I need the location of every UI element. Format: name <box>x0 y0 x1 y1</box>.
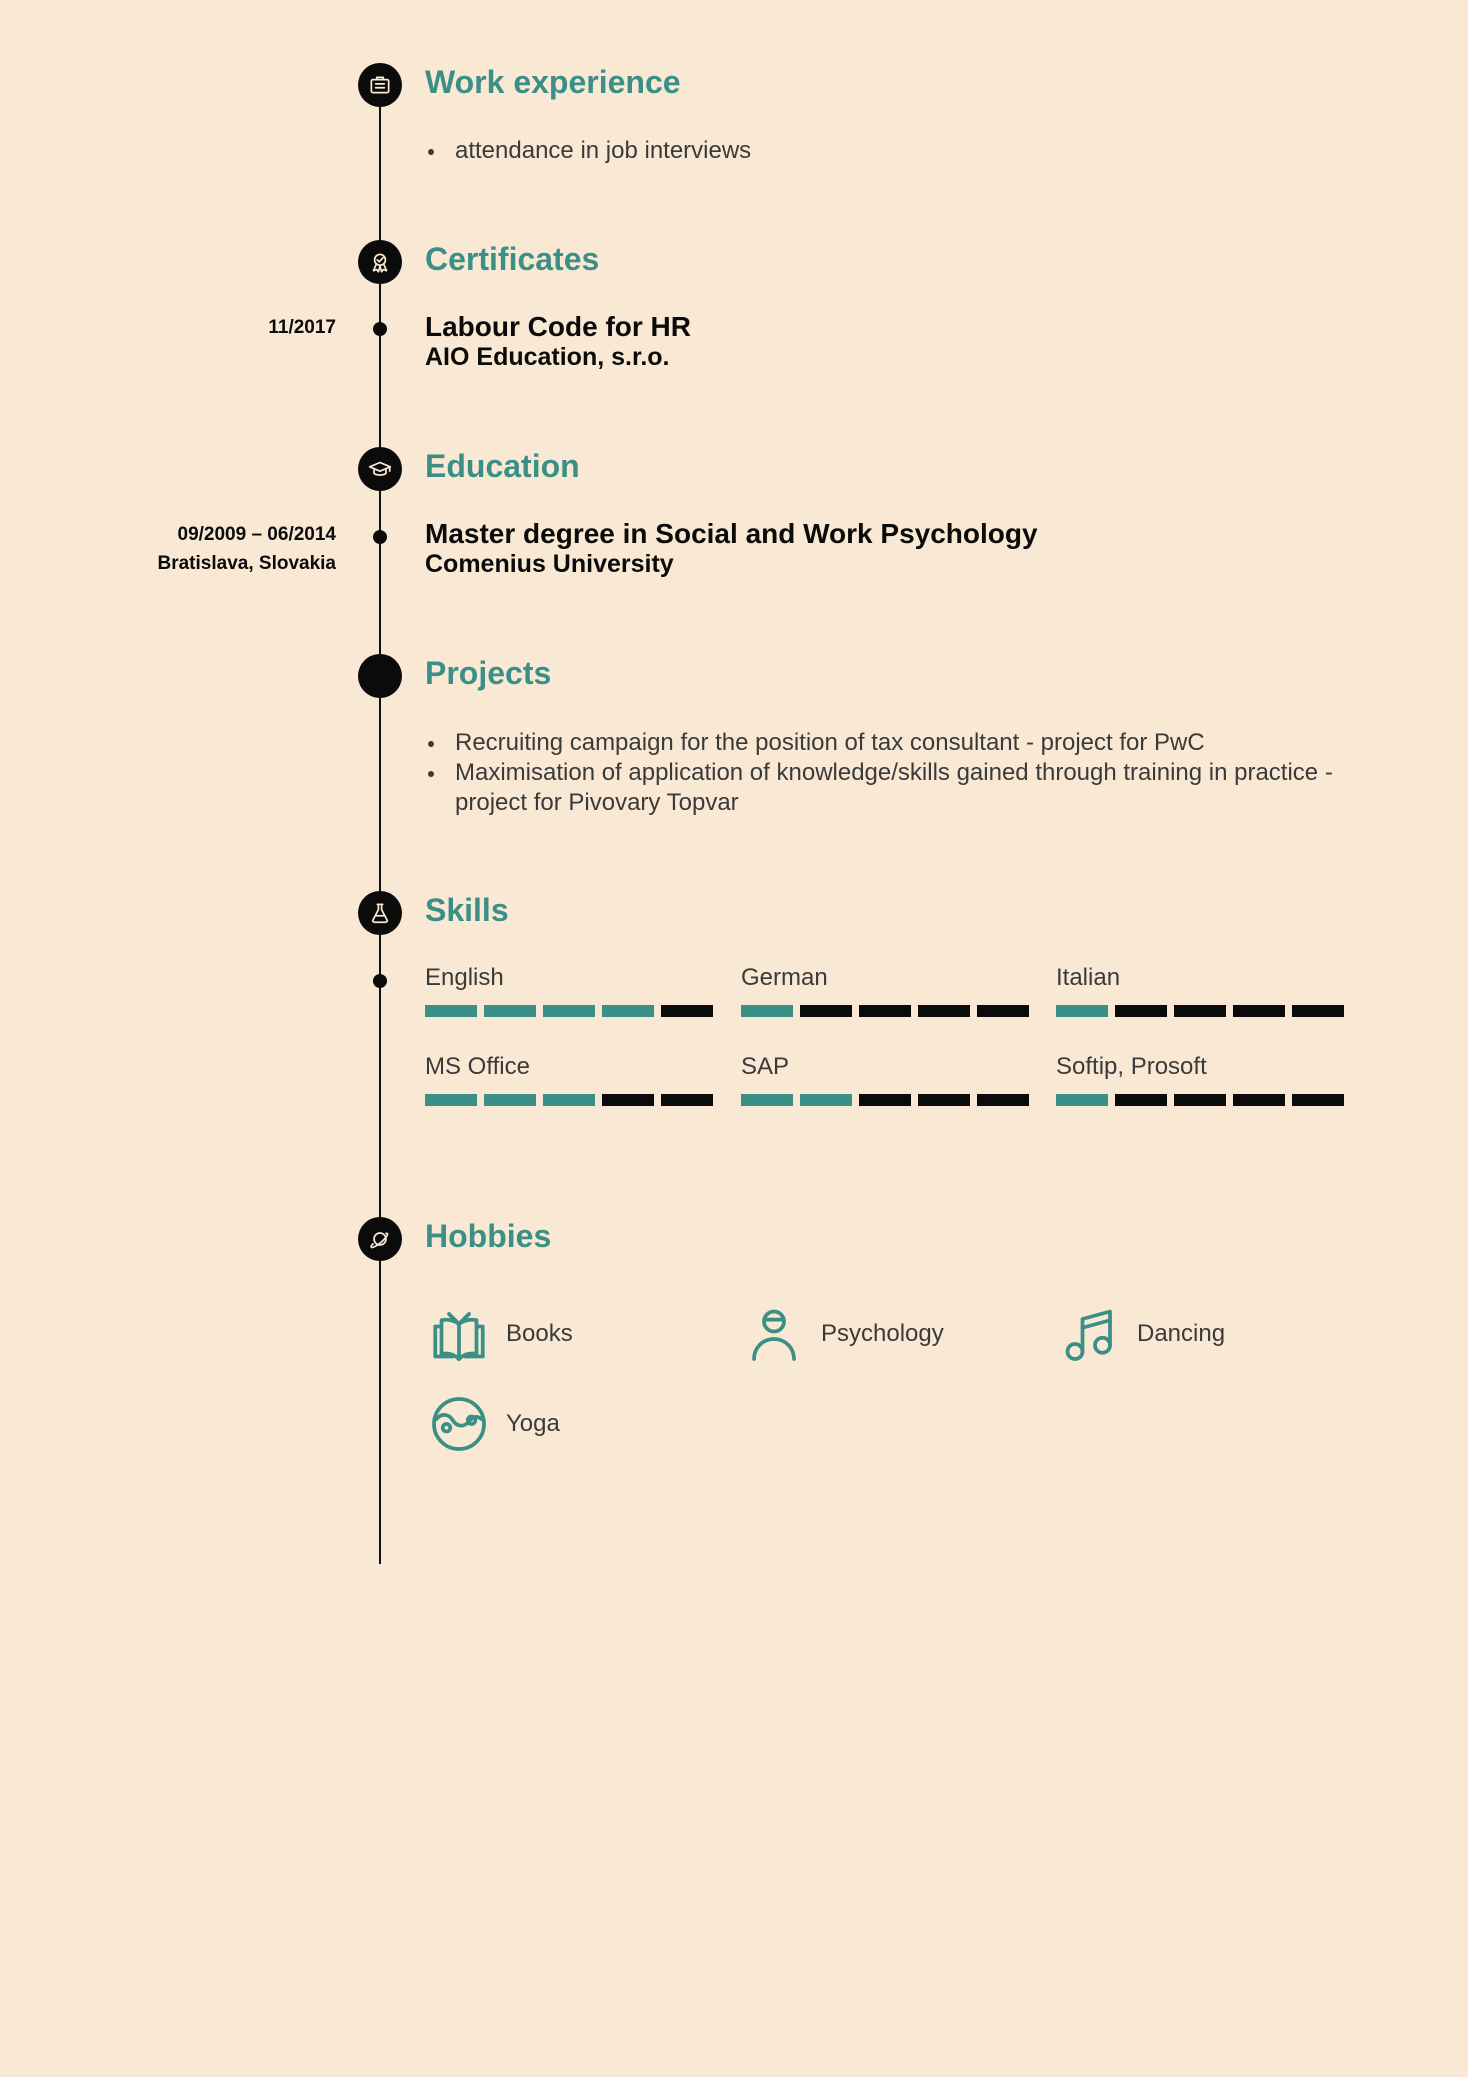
skill-segment-filled <box>741 1005 793 1017</box>
section-title: Hobbies <box>425 1218 552 1254</box>
skill-item <box>425 1052 715 1106</box>
certificate-date: 11/2017 <box>268 317 336 338</box>
projects-list <box>425 728 1345 818</box>
skill-name: SAP <box>741 1053 790 1080</box>
timeline-dot <box>373 322 387 336</box>
section-title: Work experience <box>425 64 681 100</box>
certificate-title: Labour Code for HR <box>425 311 691 342</box>
section-title: Education <box>425 448 580 484</box>
briefcase-icon <box>358 63 402 107</box>
skill-segment-empty <box>1115 1005 1167 1017</box>
skill-level-bar <box>425 1005 715 1017</box>
section-title: Projects <box>425 655 552 691</box>
skill-name: German <box>741 964 828 991</box>
hobby-label: Yoga <box>506 1410 560 1437</box>
education-location: Bratislava, Slovakia <box>157 553 336 574</box>
work-list <box>425 136 751 166</box>
skill-item <box>425 963 715 1017</box>
hobby-label: Dancing <box>1137 1320 1226 1347</box>
education-date: 09/2009 – 06/2014 <box>177 524 336 545</box>
skill-segment-filled <box>543 1005 595 1017</box>
skill-segment-empty <box>918 1094 970 1106</box>
skill-segment-filled <box>484 1094 536 1106</box>
skill-segment-empty <box>918 1005 970 1017</box>
skill-item <box>741 963 1031 1017</box>
skill-segment-empty <box>661 1005 713 1017</box>
music-note-icon <box>1059 1303 1121 1365</box>
skill-segment-empty <box>1115 1094 1167 1106</box>
skill-segment-empty <box>1233 1094 1285 1106</box>
skill-segment-filled <box>543 1094 595 1106</box>
list-item: Recruiting campaign for the position of tax consultant - project for PwC <box>425 728 1345 758</box>
skill-level-bar <box>741 1005 1031 1017</box>
certificate-issuer: AIO Education, s.r.o. <box>425 343 670 371</box>
skill-segment-filled <box>741 1094 793 1106</box>
skill-segment-filled <box>800 1094 852 1106</box>
skill-level-bar <box>1056 1094 1346 1106</box>
projects-icon <box>358 654 402 698</box>
section-title: Skills <box>425 892 509 928</box>
education-school: Comenius University <box>425 550 674 578</box>
section-title: Certificates <box>425 241 600 277</box>
skill-segment-filled <box>1056 1094 1108 1106</box>
graduation-cap-icon <box>358 447 402 491</box>
hobby-item <box>1059 1303 1225 1365</box>
timeline-dot <box>373 974 387 988</box>
list-item: attendance in job interviews <box>425 136 751 166</box>
skill-segment-empty <box>977 1005 1029 1017</box>
skill-segment-empty <box>859 1094 911 1106</box>
hobby-item <box>428 1303 573 1365</box>
flask-icon <box>358 891 402 935</box>
skill-segment-empty <box>977 1094 1029 1106</box>
skill-level-bar <box>1056 1005 1346 1017</box>
skill-segment-empty <box>1233 1005 1285 1017</box>
skill-segment-empty <box>1174 1005 1226 1017</box>
skill-segment-empty <box>1174 1094 1226 1106</box>
skill-name: English <box>425 964 504 991</box>
skill-segment-filled <box>425 1094 477 1106</box>
skill-segment-empty <box>1292 1094 1344 1106</box>
timeline-line <box>379 84 381 1564</box>
award-icon <box>358 240 402 284</box>
skill-name: Italian <box>1056 964 1121 991</box>
skill-name: Softip, Prosoft <box>1056 1053 1207 1080</box>
skill-segment-filled <box>1056 1005 1108 1017</box>
skill-segment-empty <box>800 1005 852 1017</box>
skill-level-bar <box>425 1094 715 1106</box>
skill-level-bar <box>741 1094 1031 1106</box>
person-icon <box>743 1303 805 1365</box>
skill-item <box>741 1052 1031 1106</box>
yin-yang-icon <box>428 1393 490 1455</box>
hobby-item <box>743 1303 944 1365</box>
skill-segment-empty <box>859 1005 911 1017</box>
list-item: Maximisation of application of knowledge/skills gained through training in practice - project for Pivovary Topvar <box>425 758 1345 818</box>
hobby-item <box>428 1393 560 1455</box>
book-icon <box>428 1303 490 1365</box>
planet-icon <box>358 1217 402 1261</box>
hobby-label: Books <box>506 1320 573 1347</box>
skill-segment-filled <box>602 1005 654 1017</box>
timeline-dot <box>373 530 387 544</box>
skill-segment-empty <box>661 1094 713 1106</box>
hobby-label: Psychology <box>821 1320 944 1347</box>
education-degree: Master degree in Social and Work Psychology <box>425 518 1038 549</box>
skill-segment-empty <box>602 1094 654 1106</box>
skill-item <box>1056 963 1346 1017</box>
skill-item <box>1056 1052 1346 1106</box>
skill-segment-empty <box>1292 1005 1344 1017</box>
skill-segment-filled <box>425 1005 477 1017</box>
skill-name: MS Office <box>425 1053 530 1080</box>
skill-segment-filled <box>484 1005 536 1017</box>
